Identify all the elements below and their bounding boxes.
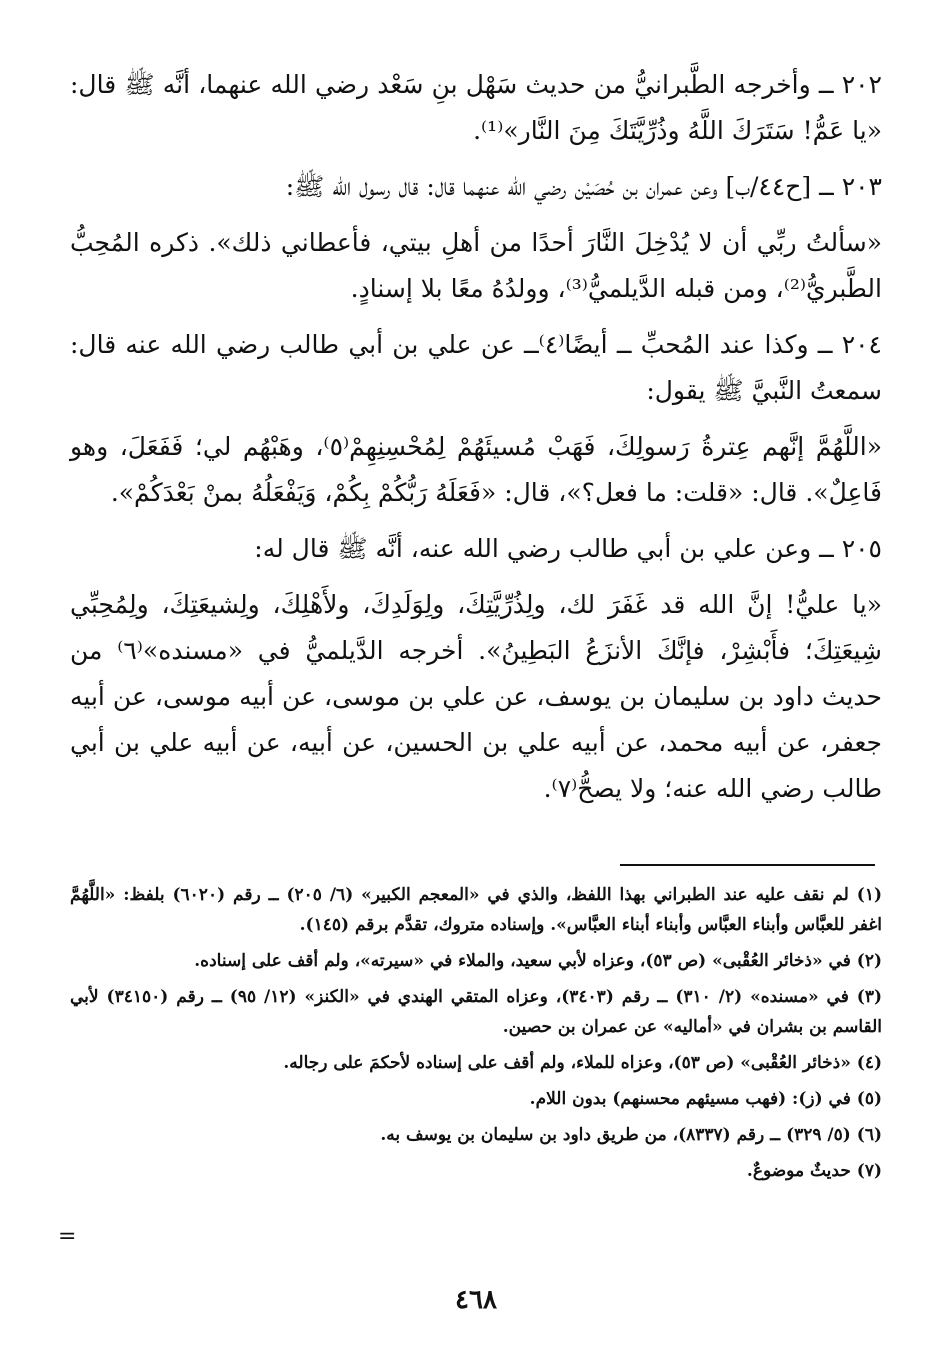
main-text: [70, 62, 882, 822]
paragraph-204: ٢٠٤ ــ وكذا عند المُحبِّ ــ أيضًا⁽٤⁾ــ عن علي بن أبي طالب رضي الله عنه قال: سمعتُ النَّبيَّ ﷺ يقول:: [70, 330, 882, 405]
footnote-4: (٤) «ذخائر العُقْبى» (ص ٥٣)، وعزاه للملاء، ولم أقف على إسناده لأحكمَ على رجاله.: [283, 1053, 882, 1073]
paragraph-204-hadith: «اللَّهُمَّ إنَّهم عِترةُ رَسولِكَ، فَهَبْ مُسيئَهُمْ لِمُحْسِنِهِمْ⁽٥⁾، وهَبْهُم لي؛ فَفَعَلَ، وهو فَاعِلٌ». قال: «قلت: ما فعل؟»، قال: «فَعَلَهُ رَبُّكُمْ بِكُمْ، وَيَفْعَلُهُ بمنْ بَعْدَكُمْ».: [70, 432, 882, 507]
footnote-1: (١) لم نقف عليه عند الطبراني بهذا اللفظ، والذي في «المعجم الكبير» (٦/ ٢٠٥) ــ رقم (٦٠٢٠) بلفظ: «اللَّهُمَّ اغفر للعبَّاس وأبناء العبَّاس وأبناء أبناء العبَّاس». وإسناده متروك، تقدَّم برقم (١٤٥).: [70, 885, 883, 935]
footnote-7: (٧) حديثٌ موضوعٌ.: [746, 1161, 882, 1181]
paragraph-203-hadith: «سألتُ ربِّي أن لا يُدْخِلَ النَّارَ أحدًا من أهلِ بيتي، فأعطاني ذلك». ذكره المُحِبُّ الطَّبريُّ⁽²⁾، ومن قبله الدَّيلميُّ⁽³⁾، وولدُهُ معًا بلا إسنادٍ.: [70, 228, 882, 303]
paragraph-205-hadith: «يا عليُّ! إنَّ الله قد غَفَرَ لك، ولِذُرِّيَّتِكَ، ولِوَلَدِكَ، ولأَهْلِكَ، ولِشيعَتِكَ، ولِمُحِبِّي شِيعَتِكَ؛ فأَبْشِرْ، فإنَّكَ الأنزَعُ البَطِينُ». أخرجه الدَّيلميُّ في «مسنده»⁽٦⁾ من حديث داود بن سليمان بن يوسف، عن علي بن موسى، عن أبيه موسى، عن أبيه جعفر، عن أبيه محمد، عن أبيه علي بن الحسين، عن أبيه، عن أبيه علي بن أبي طالب رضي الله عنه؛ ولا يصحُّ⁽٧⁾.: [70, 590, 883, 803]
page-number: ٤٦٨: [455, 1285, 497, 1315]
footnote-3: (٣) في «مسنده» (٢/ ٣١٠) ــ رقم (٣٤٠٣)، وعزاه المتقي الهندي في «الكنز» (١٢/ ٩٥) ــ رقم (٣٤١٥٠) لأبي القاسم بن بشران في «أماليه» عن عمران بن حصين.: [70, 987, 883, 1037]
footnote-2: (٢) في «ذخائر العُقْبى» (ص ٥٣)، وعزاه لأبي سعيد، والملاء في «سيرته»، ولم أقف على إسناده.: [194, 951, 882, 971]
paragraph-202: ٢٠٢ ــ وأخرجه الطَّبرانيُّ من حديث سَهْل بنِ سَعْد رضي الله عنهما، أنَّه ﷺ قال: «يا عَمُّ! سَتَرَكَ اللَّهُ وذُرِّيَّتَكَ مِنَ النَّار»⁽¹⁾.: [70, 70, 882, 145]
margin-mark: =: [58, 1224, 77, 1249]
paragraph-203: ٢٠٣ ــ [ح٤٤/ب] وعن عمران بن حُصَيْن رضي الله عنهما قال: قال رسول الله ﷺ:: [285, 172, 882, 201]
footnote-5: (٥) في (ز): (فهب مسيئهم محسنهم) بدون اللام.: [529, 1089, 882, 1109]
footnotes: [70, 880, 882, 1192]
footnote-separator: [620, 864, 875, 866]
footnote-6: (٦) (٥/ ٣٢٩) ــ رقم (٨٣٣٧)، من طريق داود بن سليمان بن يوسف به.: [380, 1125, 882, 1145]
paragraph-205: ٢٠٥ ــ وعن علي بن أبي طالب رضي الله عنه، أنَّه ﷺ قال له:: [254, 534, 882, 563]
